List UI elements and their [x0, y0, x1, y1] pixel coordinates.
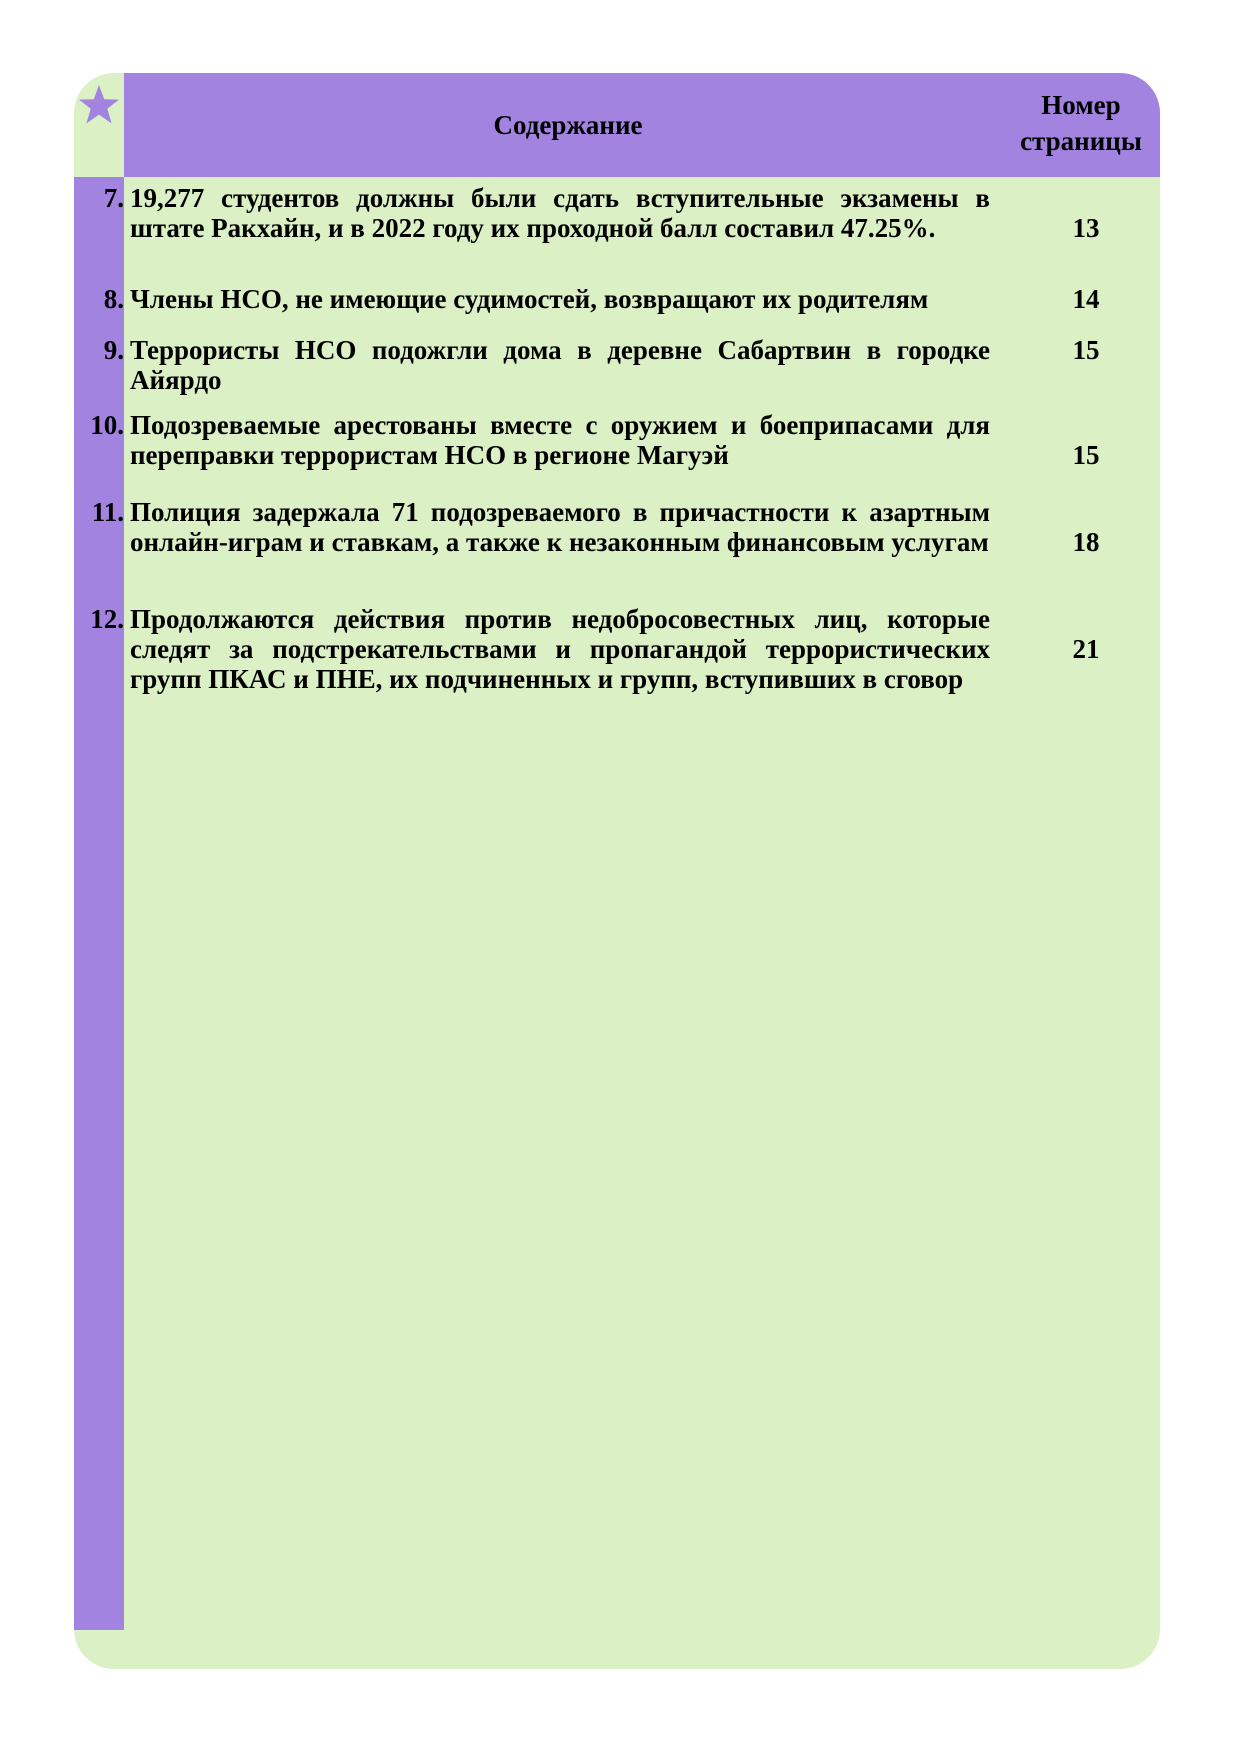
entry-page-number: 15 [1072, 335, 1100, 365]
star-icon [77, 83, 121, 129]
contents-column-header: Содержание [493, 109, 643, 140]
entry-title: Полиция задержала 71 подозреваемого в причастности к азартным онлайн-играм и ставкам, а также к незаконным финансовым услугам [130, 497, 990, 557]
page-header-line-2: страницы [1020, 126, 1142, 156]
entry-title: Террористы НСО подожгли дома в деревне Сабартвин в городке Айярдо [130, 335, 990, 395]
entry-title: 19,277 студентов должны были сдать вступительные экзамены в штате Ракхайн, и в 2022 году их проходной балл составил 47.25%. [130, 183, 990, 243]
entry-title: Продолжаются действия против недобросовестных лиц, которые следят за подстрекательствами и пропагандой террористических групп ПКАС и ПНЕ, их подчиненных и групп, вступивших в сговор [130, 604, 990, 694]
table-of-contents-panel [74, 73, 1160, 1669]
entry-number: 12. [90, 604, 124, 634]
entry-page-number: 21 [1072, 634, 1100, 664]
entry-page-number: 18 [1072, 527, 1100, 557]
entry-page-number: 14 [1072, 284, 1100, 314]
entry-number: 8. [103, 284, 124, 314]
left-accent-bar [74, 177, 124, 1630]
header-star-cell [74, 73, 124, 177]
entry-title: Подозреваемые арестованы вместе с оружием и боеприпасами для переправки террористам НСО в регионе Магуэй [130, 410, 990, 470]
entry-page-number: 15 [1072, 440, 1100, 470]
entry-number: 9. [103, 335, 124, 365]
entry-number: 7. [103, 183, 124, 213]
page-number-column-header [1002, 87, 1160, 159]
entry-number: 11. [91, 497, 124, 527]
entry-title: Члены НСО, не имеющие судимостей, возвращают их родителям [130, 284, 929, 314]
page-header-line-1: Номер [1041, 90, 1121, 120]
entry-number: 10. [90, 410, 124, 440]
entry-page-number: 13 [1072, 213, 1100, 243]
